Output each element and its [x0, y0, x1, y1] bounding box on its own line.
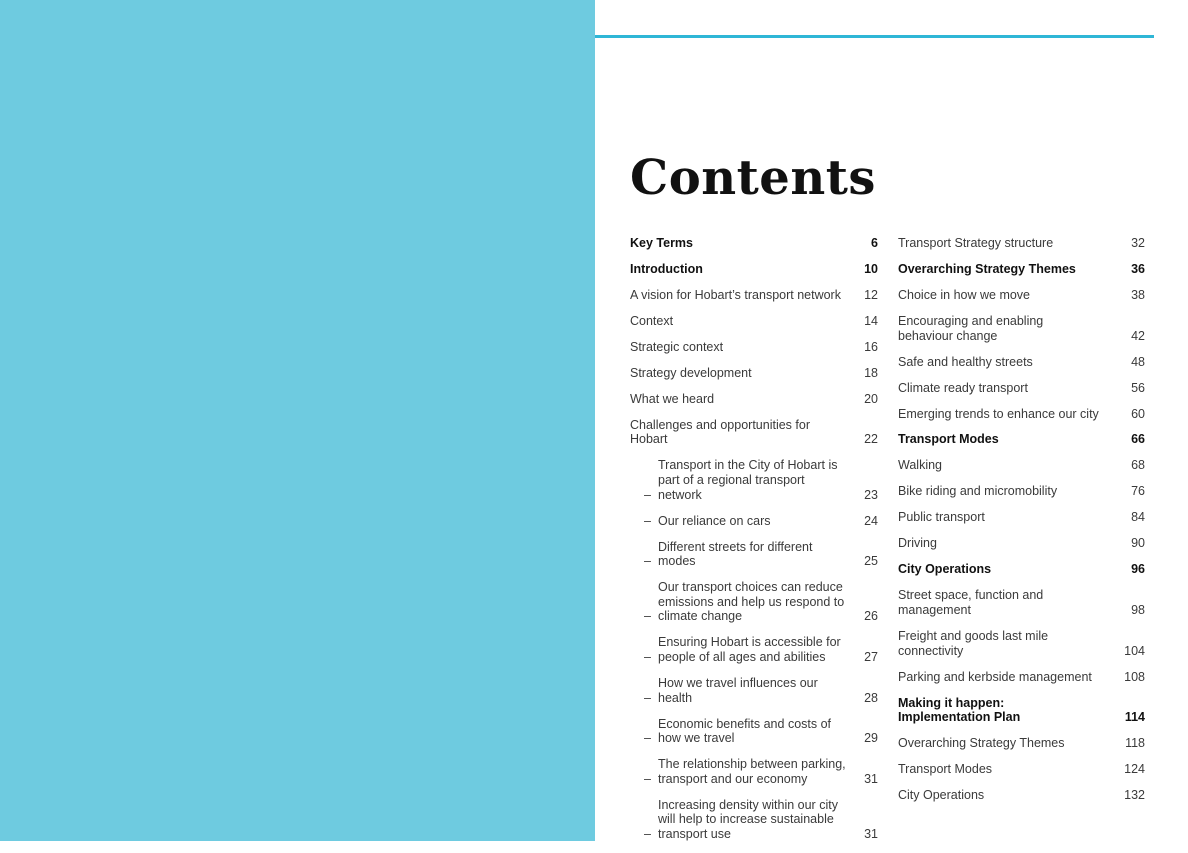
toc-page-number: 25 — [864, 554, 878, 569]
toc-label: A vision for Hobart’s transport network — [630, 287, 841, 302]
toc-entry[interactable] — [898, 236, 1145, 251]
toc-section-heading[interactable] — [898, 432, 1145, 447]
toc-entry[interactable] — [898, 355, 1145, 370]
toc-page-number: 28 — [864, 690, 878, 705]
toc-page-number: 42 — [1131, 328, 1145, 343]
toc-label: City Operations — [898, 788, 985, 803]
toc-column-left — [630, 236, 878, 853]
toc-subentry[interactable] — [630, 717, 878, 746]
toc-entry[interactable] — [898, 762, 1145, 777]
toc-page-number: 16 — [864, 339, 878, 354]
decorative-blue-panel — [0, 0, 595, 841]
toc-page-number: 24 — [864, 513, 878, 528]
toc-label: Climate ready transport — [898, 380, 1028, 395]
toc-label: Emerging trends to enhance our city — [898, 406, 1099, 421]
toc-page-number: 18 — [864, 365, 878, 380]
toc-page-number: 60 — [1131, 406, 1145, 421]
toc-bullet-dash: – — [644, 690, 651, 705]
toc-bullet-dash: – — [644, 609, 651, 624]
toc-label: Key Terms — [630, 236, 693, 250]
toc-label: Our reliance on cars — [658, 513, 771, 528]
toc-page-number: 20 — [864, 391, 878, 406]
toc-label: Street space, function and management — [898, 588, 1044, 617]
toc-page-number: 27 — [864, 649, 878, 664]
toc-label: Choice in how we move — [898, 287, 1031, 302]
toc-bullet-dash: – — [644, 513, 651, 528]
toc-bullet-dash: – — [644, 649, 651, 664]
toc-label: Transport Modes — [898, 432, 999, 447]
toc-subentry[interactable] — [630, 635, 878, 664]
toc-label: Increasing density within our city will help to increase sustainable transport use — [658, 797, 838, 841]
toc-entry[interactable] — [898, 407, 1145, 422]
toc-label: Walking — [898, 458, 942, 473]
toc-label: Transport Strategy structure — [898, 236, 1054, 250]
toc-entry[interactable] — [898, 381, 1145, 396]
toc-label: Context — [630, 313, 674, 328]
page-title: Contents — [630, 150, 876, 206]
toc-page-number: 48 — [1131, 354, 1145, 369]
toc-label: Safe and healthy streets — [898, 354, 1033, 369]
toc-page-number: 84 — [1131, 510, 1145, 525]
toc-section-heading[interactable] — [630, 262, 878, 277]
toc-page-number: 31 — [864, 771, 878, 786]
toc-page-number: 68 — [1131, 458, 1145, 473]
toc-entry[interactable] — [898, 629, 1145, 658]
toc-label: Introduction — [630, 261, 703, 276]
toc-page-number: 114 — [1124, 710, 1145, 725]
toc-page-number: 22 — [864, 432, 878, 447]
toc-entry[interactable] — [898, 670, 1145, 685]
toc-page-number: 23 — [864, 487, 878, 502]
toc-entry[interactable] — [898, 484, 1145, 499]
toc-page-number: 124 — [1124, 762, 1145, 777]
toc-entry[interactable] — [898, 588, 1145, 617]
toc-label: Ensuring Hobart is accessible for people of all ages and abilities — [658, 635, 841, 664]
toc-subentry[interactable] — [630, 580, 878, 624]
toc-entry[interactable] — [630, 314, 878, 329]
toc-section-heading[interactable] — [898, 262, 1145, 277]
toc-entry[interactable] — [630, 392, 878, 407]
toc-page-number: 132 — [1124, 788, 1145, 803]
toc-label: Driving — [898, 536, 937, 551]
toc-section-heading[interactable] — [630, 236, 878, 251]
toc-page-number: 96 — [1131, 562, 1145, 577]
toc-page-number: 76 — [1131, 484, 1145, 499]
toc-subentry[interactable] — [630, 458, 878, 502]
toc-label: Overarching Strategy Themes — [898, 261, 1076, 276]
toc-entry[interactable] — [898, 788, 1145, 803]
toc-page-number: 6 — [871, 236, 878, 250]
toc-label: Parking and kerbside management — [898, 669, 1092, 684]
toc-label: Transport in the City of Hobart is part of a regional transport network — [658, 458, 838, 502]
toc-page-number: 32 — [1131, 236, 1145, 250]
toc-page-number: 12 — [864, 287, 878, 302]
toc-page-number: 90 — [1131, 536, 1145, 551]
toc-label: Different streets for different modes — [658, 539, 813, 569]
toc-page-number: 104 — [1124, 643, 1145, 658]
toc-entry[interactable] — [898, 314, 1145, 343]
toc-label: What we heard — [630, 391, 715, 406]
toc-label: Encouraging and enabling behaviour change — [898, 313, 1044, 343]
toc-entry[interactable] — [630, 340, 878, 355]
toc-label: Bike riding and micromobility — [898, 484, 1058, 499]
toc-page-number: 66 — [1131, 432, 1145, 447]
toc-label: Overarching Strategy Themes — [898, 736, 1065, 751]
toc-label: City Operations — [898, 562, 992, 577]
toc-bullet-dash: – — [644, 487, 651, 502]
toc-bullet-dash: – — [644, 826, 651, 841]
toc-label: The relationship between parking, transport and our economy — [658, 757, 846, 786]
toc-entry[interactable] — [630, 366, 878, 381]
toc-page-number: 98 — [1131, 602, 1145, 617]
toc-bullet-dash: – — [644, 771, 651, 786]
toc-page-number: 38 — [1131, 287, 1145, 302]
toc-subentry[interactable] — [630, 798, 878, 842]
toc-page-number: 29 — [864, 731, 878, 746]
toc-label: Our transport choices can reduce emissions and help us respond to climate change — [658, 580, 845, 624]
toc-page-number: 14 — [864, 313, 878, 328]
toc-subentry[interactable] — [630, 757, 878, 786]
toc-label: Strategic context — [630, 339, 724, 354]
toc-entry[interactable] — [898, 458, 1145, 473]
toc-entry[interactable] — [630, 288, 878, 303]
toc-label: How we travel influences our health — [658, 675, 818, 705]
toc-label: Making it happen: Implementation Plan — [898, 695, 1021, 725]
toc-entry[interactable] — [898, 736, 1145, 751]
toc-entry[interactable] — [898, 536, 1145, 551]
toc-label: Challenges and opportunities for Hobart — [630, 417, 810, 447]
toc-label: Transport Modes — [898, 762, 993, 777]
toc-page-number: 31 — [864, 826, 878, 841]
toc-label: Public transport — [898, 510, 985, 525]
toc-label: Economic benefits and costs of how we travel — [658, 716, 832, 746]
toc-page-number: 36 — [1131, 261, 1145, 276]
toc-page-number: 10 — [864, 261, 878, 276]
toc-bullet-dash: – — [644, 554, 651, 569]
toc-column-right — [898, 236, 1145, 814]
toc-section-heading[interactable] — [898, 696, 1145, 725]
toc-entry[interactable] — [630, 418, 878, 447]
toc-page-number: 108 — [1124, 669, 1145, 684]
toc-page-number: 26 — [864, 609, 878, 624]
toc-page-number: 118 — [1125, 736, 1145, 751]
toc-entry[interactable] — [898, 288, 1145, 303]
toc-bullet-dash: – — [644, 731, 651, 746]
header-rule — [595, 35, 1154, 38]
toc-subentry[interactable] — [630, 514, 878, 529]
toc-entry[interactable] — [898, 510, 1145, 525]
toc-label: Freight and goods last mile connectivity — [898, 628, 1049, 658]
toc-section-heading[interactable] — [898, 562, 1145, 577]
toc-subentry[interactable] — [630, 540, 878, 569]
toc-subentry[interactable] — [630, 676, 878, 705]
toc-page-number: 56 — [1131, 380, 1145, 395]
toc-label: Strategy development — [630, 365, 752, 380]
